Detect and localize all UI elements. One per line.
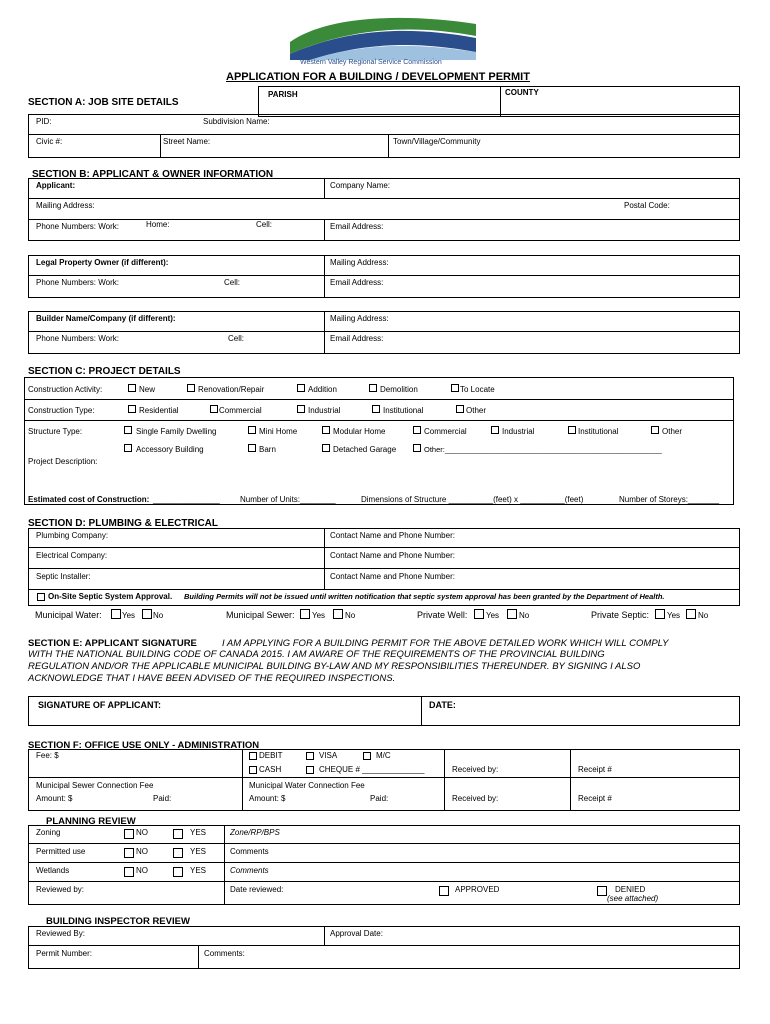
civic-label: Civic #: bbox=[36, 137, 63, 146]
mailing-label: Mailing Address: bbox=[36, 201, 95, 210]
approval-date-label: Approval Date: bbox=[330, 929, 383, 938]
section-d-title: SECTION D: PLUMBING & ELECTRICAL bbox=[28, 518, 218, 529]
owner-email-label: Email Address: bbox=[330, 278, 384, 287]
institutional-label: Institutional bbox=[383, 406, 424, 415]
minihome-checkbox[interactable] bbox=[248, 426, 256, 434]
project-box bbox=[24, 377, 734, 505]
addition-label: Addition bbox=[308, 385, 337, 394]
reviewed-by-label[interactable]: Reviewed by: bbox=[36, 885, 85, 894]
declaration-line2: WITH THE NATIONAL BUILDING CODE OF CANADA 2015. I AM AWARE OF THE REQUIREMENTS OF THE PROVINCIAL BUILDING bbox=[28, 649, 605, 660]
description-label[interactable]: Project Description: bbox=[28, 457, 98, 466]
planning-title: PLANNING REVIEW bbox=[46, 816, 136, 827]
private-septic-label: Private Septic: bbox=[591, 610, 650, 620]
declaration-line4: ACKNOWLEDGE THAT I HAVE BEEN ADVISED OF THE REQUIRED INSPECTIONS. bbox=[28, 673, 396, 684]
builder-label: Builder Name/Company (if different): bbox=[36, 314, 176, 323]
sfd-label: Single Family Dwelling bbox=[136, 427, 217, 436]
received-by-label[interactable]: Received by: bbox=[452, 765, 499, 774]
new-checkbox[interactable] bbox=[128, 384, 136, 392]
visa-label: VISA bbox=[319, 751, 338, 760]
accessory-label: Accessory Building bbox=[136, 445, 204, 454]
receipt-label[interactable]: Receipt # bbox=[578, 765, 612, 774]
industrial-checkbox[interactable] bbox=[297, 405, 305, 413]
paid-label[interactable]: Paid: bbox=[153, 794, 172, 803]
modular-checkbox[interactable] bbox=[322, 426, 330, 434]
zoning-label: Zoning bbox=[36, 828, 61, 837]
phone-work-label: Phone Numbers: Work: bbox=[36, 222, 119, 231]
declaration-line3: REGULATION AND/OR THE APPLICABLE MUNICIPAL BUILDING BY-LAW AND MY RESPONSIBILITIES THEREUNDER. BY SIGNING I ALSO bbox=[28, 661, 641, 672]
septic-yes: Yes bbox=[667, 611, 681, 620]
permitted-no-checkbox[interactable] bbox=[124, 848, 134, 858]
contact2-label: Contact Name and Phone Number: bbox=[330, 551, 455, 560]
locate-checkbox[interactable] bbox=[451, 384, 459, 392]
contact1-label: Contact Name and Phone Number: bbox=[330, 531, 455, 540]
form-title: APPLICATION FOR A BUILDING / DEVELOPMENT PERMIT bbox=[226, 71, 530, 83]
septic-no: No bbox=[698, 611, 709, 620]
well-yes-checkbox[interactable] bbox=[474, 609, 484, 619]
date-label: DATE: bbox=[429, 700, 456, 710]
cost-line[interactable]: _______________ bbox=[153, 495, 220, 504]
zone-label[interactable]: Zone/RP/BPS bbox=[230, 828, 280, 837]
residential-label: Residential bbox=[139, 406, 179, 415]
builder-email-label: Email Address: bbox=[330, 334, 384, 343]
zoning-no: NO bbox=[136, 828, 148, 837]
other-label: Other bbox=[466, 406, 487, 415]
s-institutional-checkbox[interactable] bbox=[568, 426, 576, 434]
permitted-yes-checkbox[interactable] bbox=[173, 848, 183, 858]
comments1-label[interactable]: Comments bbox=[230, 847, 269, 856]
inspector-box[interactable] bbox=[28, 926, 740, 969]
wetlands-no-checkbox[interactable] bbox=[124, 867, 134, 877]
parish-label: PARISH bbox=[268, 90, 298, 99]
locate-label: To Locate bbox=[460, 385, 495, 394]
minihome-label: Mini Home bbox=[259, 427, 298, 436]
visa-checkbox[interactable] bbox=[306, 752, 314, 760]
s-other-checkbox[interactable] bbox=[651, 426, 659, 434]
amount2-label[interactable]: Amount: $ bbox=[249, 794, 286, 803]
applicant-label: Applicant: bbox=[36, 181, 76, 190]
septic-no-checkbox[interactable] bbox=[686, 609, 696, 619]
permitted-label: Permitted use bbox=[36, 847, 86, 856]
storeys-label[interactable]: Number of Storeys:_______ bbox=[619, 495, 720, 504]
permitted-no: NO bbox=[136, 847, 148, 856]
owner-phone-label: Phone Numbers: Work: bbox=[36, 278, 119, 287]
comments2-label[interactable]: Comments bbox=[230, 866, 269, 875]
email-label: Email Address: bbox=[330, 222, 384, 231]
builder-phone-label: Phone Numbers: Work: bbox=[36, 334, 119, 343]
date-reviewed-label[interactable]: Date reviewed: bbox=[230, 885, 284, 894]
sewer-no-checkbox[interactable] bbox=[333, 609, 343, 619]
fee-label[interactable]: Fee: $ bbox=[36, 751, 59, 760]
approved-checkbox[interactable] bbox=[439, 886, 449, 896]
s-other-label: Other bbox=[662, 427, 683, 436]
town-label: Town/Village/Community bbox=[393, 137, 481, 146]
s-other2-checkbox[interactable] bbox=[413, 444, 421, 452]
sfd-checkbox[interactable] bbox=[124, 426, 132, 434]
contact3-label: Contact Name and Phone Number: bbox=[330, 572, 455, 581]
wetlands-no: NO bbox=[136, 866, 148, 875]
sewer-yes: Yes bbox=[312, 611, 326, 620]
demolition-checkbox[interactable] bbox=[369, 384, 377, 392]
amount-label[interactable]: Amount: $ bbox=[36, 794, 73, 803]
wetlands-label: Wetlands bbox=[36, 866, 70, 875]
sewer-fee-label: Municipal Sewer Connection Fee bbox=[36, 781, 154, 790]
debit-checkbox[interactable] bbox=[249, 752, 257, 760]
commercial-label: Commercial bbox=[219, 406, 262, 415]
well-no-checkbox[interactable] bbox=[507, 609, 517, 619]
well-label: Private Well: bbox=[417, 610, 468, 620]
water-no-checkbox[interactable] bbox=[142, 609, 152, 619]
septic-approval-checkbox[interactable] bbox=[37, 593, 45, 601]
debit-label: DEBIT bbox=[259, 751, 283, 760]
section-b-title: SECTION B: APPLICANT & OWNER INFORMATION bbox=[32, 169, 274, 180]
water-no: No bbox=[153, 611, 164, 620]
builder-mailing-label: Mailing Address: bbox=[330, 314, 389, 323]
inspector-reviewed-label: Reviewed By: bbox=[36, 929, 85, 938]
water-yes: Yes bbox=[122, 611, 136, 620]
section-a-title: SECTION A: JOB SITE DETAILS bbox=[28, 97, 179, 108]
sewer-label: Municipal Sewer: bbox=[226, 610, 295, 620]
approved-label: APPROVED bbox=[455, 885, 500, 894]
commercial-checkbox[interactable] bbox=[210, 405, 218, 413]
residential-checkbox[interactable] bbox=[128, 405, 136, 413]
stype-label: Structure Type: bbox=[28, 427, 83, 436]
sewer-yes-checkbox[interactable] bbox=[300, 609, 310, 619]
paid2-label[interactable]: Paid: bbox=[370, 794, 389, 803]
barn-label: Barn bbox=[259, 445, 276, 454]
zoning-yes: YES bbox=[190, 828, 207, 837]
inspector-title: BUILDING INSPECTOR REVIEW bbox=[46, 916, 190, 927]
s-commercial-label: Commercial bbox=[424, 427, 467, 436]
septic-yes-checkbox[interactable] bbox=[655, 609, 665, 619]
cash-checkbox[interactable] bbox=[249, 766, 257, 774]
subdivision-label: Subdivision Name: bbox=[203, 117, 270, 126]
s-industrial-label: Industrial bbox=[502, 427, 535, 436]
modular-label: Modular Home bbox=[333, 427, 386, 436]
dimensions-label[interactable]: Dimensions of Structure __________(feet) x __________(feet) bbox=[361, 495, 584, 504]
other-checkbox[interactable] bbox=[456, 405, 464, 413]
received-by2-label[interactable]: Received by: bbox=[452, 794, 499, 803]
renovation-checkbox[interactable] bbox=[187, 384, 195, 392]
s-industrial-checkbox[interactable] bbox=[491, 426, 499, 434]
septic-label: Septic Installer: bbox=[36, 572, 91, 581]
demolition-label: Demolition bbox=[380, 385, 418, 394]
septic-note: Building Permits will not be issued until written notification that septic system approval has been granted by the Department of Health. bbox=[184, 592, 665, 601]
cheque-label[interactable]: CHEQUE # ______________ bbox=[319, 765, 425, 774]
parish-county-box bbox=[258, 86, 740, 117]
new-label: New bbox=[139, 385, 156, 394]
denied-label: DENIED bbox=[615, 885, 646, 894]
builder-cell-label: Cell: bbox=[228, 334, 245, 343]
section-e-title: SECTION E: APPLICANT SIGNATURE bbox=[28, 638, 197, 649]
well-no: No bbox=[519, 611, 530, 620]
plumbing-label: Plumbing Company: bbox=[36, 531, 109, 540]
signature-label: SIGNATURE OF APPLICANT: bbox=[38, 700, 161, 710]
section-f-title: SECTION F: OFFICE USE ONLY - ADMINISTRATION bbox=[28, 740, 260, 751]
job-site-box[interactable] bbox=[28, 114, 740, 158]
addition-checkbox[interactable] bbox=[297, 384, 305, 392]
other-line[interactable]: Other:____________________________________________________ bbox=[424, 445, 662, 454]
logo-text: Western Valley Regional Service Commission bbox=[300, 59, 442, 66]
cost-label: Estimated cost of Construction: bbox=[28, 495, 150, 504]
commission-logo bbox=[290, 14, 476, 68]
mc-checkbox[interactable] bbox=[363, 752, 371, 760]
declaration-line1: I AM APPLYING FOR A BUILDING PERMIT FOR THE ABOVE DETAILED WORK WHICH WILL COMPLY bbox=[222, 638, 669, 649]
wetlands-yes-checkbox[interactable] bbox=[173, 867, 183, 877]
receipt2-label[interactable]: Receipt # bbox=[578, 794, 612, 803]
septic-approval-label: On-Site Septic System Approval. bbox=[48, 592, 173, 601]
permit-number-label: Permit Number: bbox=[36, 949, 93, 958]
owner-mailing-label: Mailing Address: bbox=[330, 258, 389, 267]
s-commercial-checkbox[interactable] bbox=[413, 426, 421, 434]
barn-checkbox[interactable] bbox=[248, 444, 256, 452]
county-label: COUNTY bbox=[505, 88, 539, 97]
mc-label: M/C bbox=[376, 751, 391, 760]
units-label[interactable]: Number of Units:________ bbox=[240, 495, 336, 504]
ctype-label: Construction Type: bbox=[28, 406, 95, 415]
permitted-yes: YES bbox=[190, 847, 207, 856]
water-fee-label: Municipal Water Connection Fee bbox=[249, 781, 365, 790]
company-label: Company Name: bbox=[330, 181, 391, 190]
see-attached-label: (see attached) bbox=[607, 894, 659, 903]
denied-checkbox[interactable] bbox=[597, 886, 607, 896]
garage-label: Detached Garage bbox=[333, 445, 397, 454]
wetlands-yes: YES bbox=[190, 866, 207, 875]
pid-label: PID: bbox=[36, 117, 52, 126]
well-yes: Yes bbox=[486, 611, 500, 620]
owner-label: Legal Property Owner (if different): bbox=[36, 258, 169, 267]
institutional-checkbox[interactable] bbox=[372, 405, 380, 413]
cash-label: CASH bbox=[259, 765, 282, 774]
cheque-checkbox[interactable] bbox=[306, 766, 314, 774]
zoning-yes-checkbox[interactable] bbox=[173, 829, 183, 839]
home-label: Home: bbox=[146, 220, 170, 229]
activity-label: Construction Activity: bbox=[28, 385, 103, 394]
owner-cell-label: Cell: bbox=[224, 278, 241, 287]
street-label: Street Name: bbox=[163, 137, 211, 146]
section-c-title: SECTION C: PROJECT DETAILS bbox=[28, 366, 181, 377]
zoning-no-checkbox[interactable] bbox=[124, 829, 134, 839]
sewer-no: No bbox=[345, 611, 356, 620]
water-label: Municipal Water: bbox=[35, 610, 102, 620]
postal-label: Postal Code: bbox=[624, 201, 670, 210]
garage-checkbox[interactable] bbox=[322, 444, 330, 452]
water-yes-checkbox[interactable] bbox=[111, 609, 121, 619]
s-institutional-label: Institutional bbox=[578, 427, 619, 436]
industrial-label: Industrial bbox=[308, 406, 341, 415]
inspector-comments-label: Comments: bbox=[204, 949, 245, 958]
renovation-label: Renovation/Repair bbox=[198, 385, 265, 394]
accessory-checkbox[interactable] bbox=[124, 444, 132, 452]
cell-label: Cell: bbox=[256, 220, 273, 229]
electrical-label: Electrical Company: bbox=[36, 551, 108, 560]
